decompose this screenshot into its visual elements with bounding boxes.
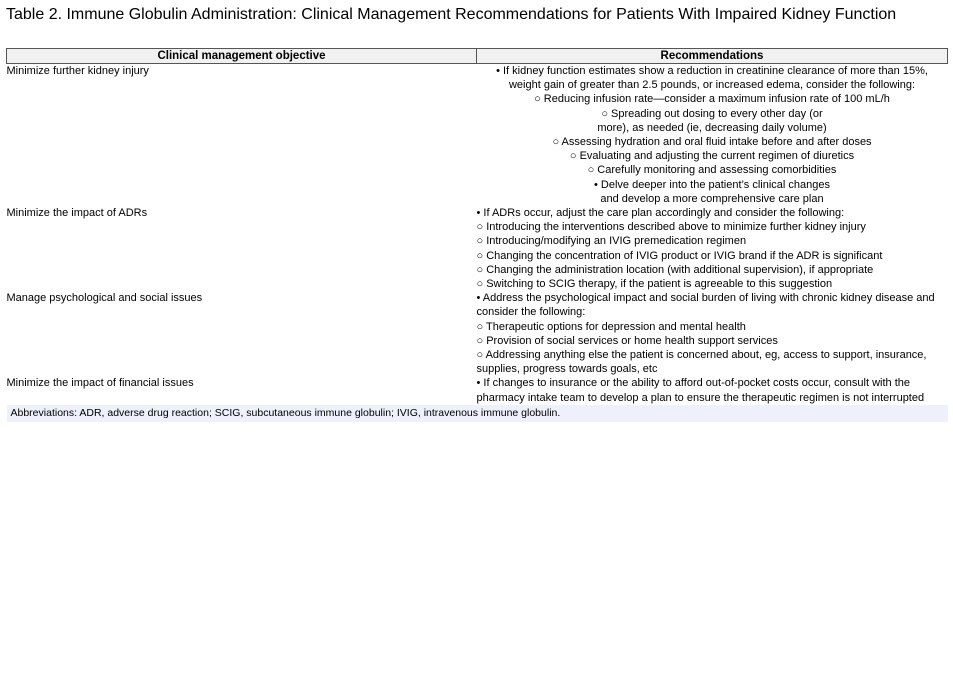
recommendation-line: ○ Switching to SCIG therapy, if the patient is agreeable to this suggestion [476, 278, 833, 291]
abbreviations-note: Abbreviations: ADR, adverse drug reaction; SCIG, subcutaneous immune globulin; IVIG, intravenous immune globulin. [7, 405, 948, 422]
header-objective: Clinical management objective [7, 49, 477, 64]
recommendations-table [6, 48, 948, 422]
recommendation-line: ○ Introducing the interventions described above to minimize further kidney injury [476, 221, 866, 234]
recommendation-cell [477, 206, 948, 291]
recommendation-line: • If changes to insurance or the ability to afford out-of-pocket costs occur, consult with the pharmacy intake team to develop a plan to ensure the therapeutic regimen is not interrupted [476, 377, 925, 404]
recommendation-line: ○ Reducing infusion rate—consider a maximum infusion rate of 100 mL/h [534, 93, 890, 106]
recommendation-cell [477, 64, 948, 207]
recommendation-line: ○ Provision of social services or home health support services [476, 334, 778, 347]
recommendation-line: • If ADRs occur, adjust the care plan accordingly and consider the following: [476, 207, 845, 220]
recommendation-line: ○ Assessing hydration and oral fluid intake before and after doses [552, 136, 872, 149]
recommendation-line: ○ Therapeutic options for depression and mental health [476, 320, 746, 333]
recommendation-line: ○ Carefully monitoring and assessing comorbidities [587, 164, 837, 177]
objective-cell: Minimize the impact of ADRs [6, 207, 148, 220]
recommendation-line: • If kidney function estimates show a reduction in creatinine clearance of more than 15%, [496, 65, 928, 77]
abbreviations-row [7, 405, 948, 422]
table-header-row [7, 49, 948, 64]
recommendation-line: • Address the psychological impact and social burden of living with chronic kidney disease and consider the following: [476, 292, 935, 319]
objective-cell: Manage psychological and social issues [6, 292, 203, 305]
recommendation-line: ○ Introducing/modifying an IVIG premedication regimen [476, 235, 747, 248]
header-recommendations: Recommendations [477, 49, 948, 64]
recommendation-line: ○ Changing the administration location (with additional supervision), if appropriate [476, 263, 874, 276]
recommendation-line: • Delve deeper into the patient’s clinical changes [593, 178, 831, 191]
table-row [7, 291, 948, 376]
objective-cell: Minimize further kidney injury [6, 65, 149, 77]
recommendation-line: weight gain of greater than 2.5 pounds, or increased edema, consider the following: [508, 79, 916, 92]
recommendation-line: ○ Spreading out dosing to every other day (or [601, 107, 823, 120]
recommendation-line: more), as needed (ie, decreasing daily volume) [597, 121, 827, 134]
recommendation-line: and develop a more comprehensive care plan [600, 192, 824, 205]
table-row [7, 64, 948, 207]
recommendation-line: ○ Changing the concentration of IVIG product or IVIG brand if the ADR is significant [476, 249, 883, 262]
objective-cell: Minimize the impact of financial issues [6, 377, 194, 390]
recommendation-line: ○ Addressing anything else the patient is concerned about, eg, access to support, insurance, supplies, progress towards goals, etc [476, 349, 927, 376]
table-row [7, 376, 948, 404]
recommendation-cell [477, 291, 948, 376]
recommendation-line: ○ Evaluating and adjusting the current regimen of diuretics [569, 150, 855, 163]
recommendation-cell [477, 376, 948, 404]
table-title: Table 2. Immune Globulin Administration: Clinical Management Recommendations for Patients With Impaired Kidney Function [6, 6, 897, 23]
table-row [7, 206, 948, 291]
